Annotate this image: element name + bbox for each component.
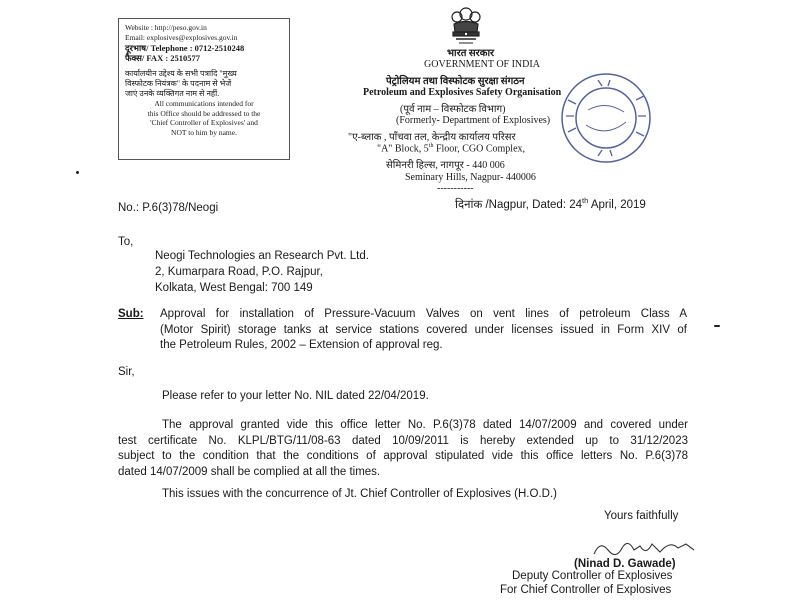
formerly-english: (Formerly- Department of Explosives) <box>396 115 551 126</box>
hindi-note-line-3: जाएं उनके व्यक्तिगत नाम से नहीं. <box>125 89 220 98</box>
office-stamp-icon <box>558 70 654 166</box>
subject-label: Sub: <box>118 308 144 320</box>
hindi-note-line-2: विस्फोटक नियंत्रक" के पदनाम से भेजें <box>125 79 232 88</box>
header-rule: ----------- <box>437 183 474 194</box>
org-hindi: पेट्रोलियम तथा विस्फोटक सुरक्षा संगठन <box>386 76 525 87</box>
hindi-note-line-1: कार्यालयीन उद्देश्य के सभी पत्रादि "मुख्य <box>125 69 237 78</box>
signatory-name: (Ninad D. Gawade) <box>574 558 676 570</box>
note-line-1: All communications intended for <box>154 99 254 108</box>
signatory-title: Deputy Controller of Explosives <box>512 570 673 582</box>
note-line-4: NOT to him by name. <box>171 127 237 137</box>
contact-info-box <box>118 18 290 160</box>
addressee-line-1: Neogi Technologies an Research Pvt. Ltd. <box>155 250 369 262</box>
govt-hindi: भारत सरकार <box>447 48 495 59</box>
address-hindi: "ए-ब्लाक , पाँचवा तल, केन्द्रीय कार्यालय परिसर <box>348 132 516 143</box>
scan-mark <box>714 325 720 327</box>
to-label: To, <box>118 236 134 248</box>
signatory-for: For Chief Controller of Explosives <box>500 584 672 596</box>
website-text: Website : http://peso.gov.in <box>125 23 207 32</box>
scan-mark <box>76 171 79 174</box>
telephone-text: दूरभाष/ Telephone : 0712-2510248 <box>125 43 245 53</box>
letter-date: दिनांक /Nagpur, Dated: 24th April, 2019 <box>455 196 646 211</box>
reference-number: No.: P.6(3)78/Neogi <box>118 202 219 214</box>
email-text: Email: explosives@explosives.gov.in <box>125 33 238 42</box>
note-line-3: 'Chief Controller of Explosives' and <box>150 118 258 127</box>
addressee-line-2: 2, Kumarpara Road, P.O. Rajpur, <box>155 266 323 278</box>
seminary-english: Seminary Hills, Nagpur- 440006 <box>405 172 536 183</box>
seminary-hindi: सेमिनरी हिल्स, नागपूर - 440 006 <box>386 160 505 171</box>
salutation: Sir, <box>118 366 135 378</box>
address-english: "A" Block, 5th Floor, CGO Complex, <box>377 143 526 155</box>
closing-text: Yours faithfully <box>604 510 679 522</box>
addressee-line-3: Kolkata, West Bengal: 700 149 <box>155 282 313 294</box>
subject-text: Approval for installation of Pressure-Vacuum Valves on vent lines of petroleum Class A (Motor Spirit) storage tanks at service stations covered under licenses issued in Form XIV of the Petroleum Rules, 2002 – Extension of approval reg. <box>160 308 687 351</box>
note-line-2: this Office should be addressed to the <box>147 108 261 118</box>
paragraph-2: The approval granted vide this office letter No. P.6(3)78 dated 14/07/2009 and covered under test certificate No. KLPL/BTG/11/08-63 dated 10/09/2011 is hereby extended up to 31/12/2023 subject to the condition that the conditions of approval stipulated vide this office letters No. P.6(3)78 dated 14/07/2009 shall be complied at all the times. <box>118 419 688 478</box>
fax-text: फैक्स/ FAX : 2510577 <box>125 53 201 63</box>
paragraph-3: This issues with the concurrence of Jt. Chief Controller of Explosives (H.O.D.) <box>162 488 557 500</box>
paragraph-1: Please refer to your letter No. NIL dated 22/04/2019. <box>162 390 429 402</box>
org-english: Petroleum and Explosives Safety Organisation <box>363 87 562 98</box>
national-emblem-icon <box>446 4 486 46</box>
formerly-hindi: (पूर्व नाम – विस्फोटक विभाग) <box>400 104 506 115</box>
govt-english: GOVERNMENT OF INDIA <box>424 59 540 70</box>
